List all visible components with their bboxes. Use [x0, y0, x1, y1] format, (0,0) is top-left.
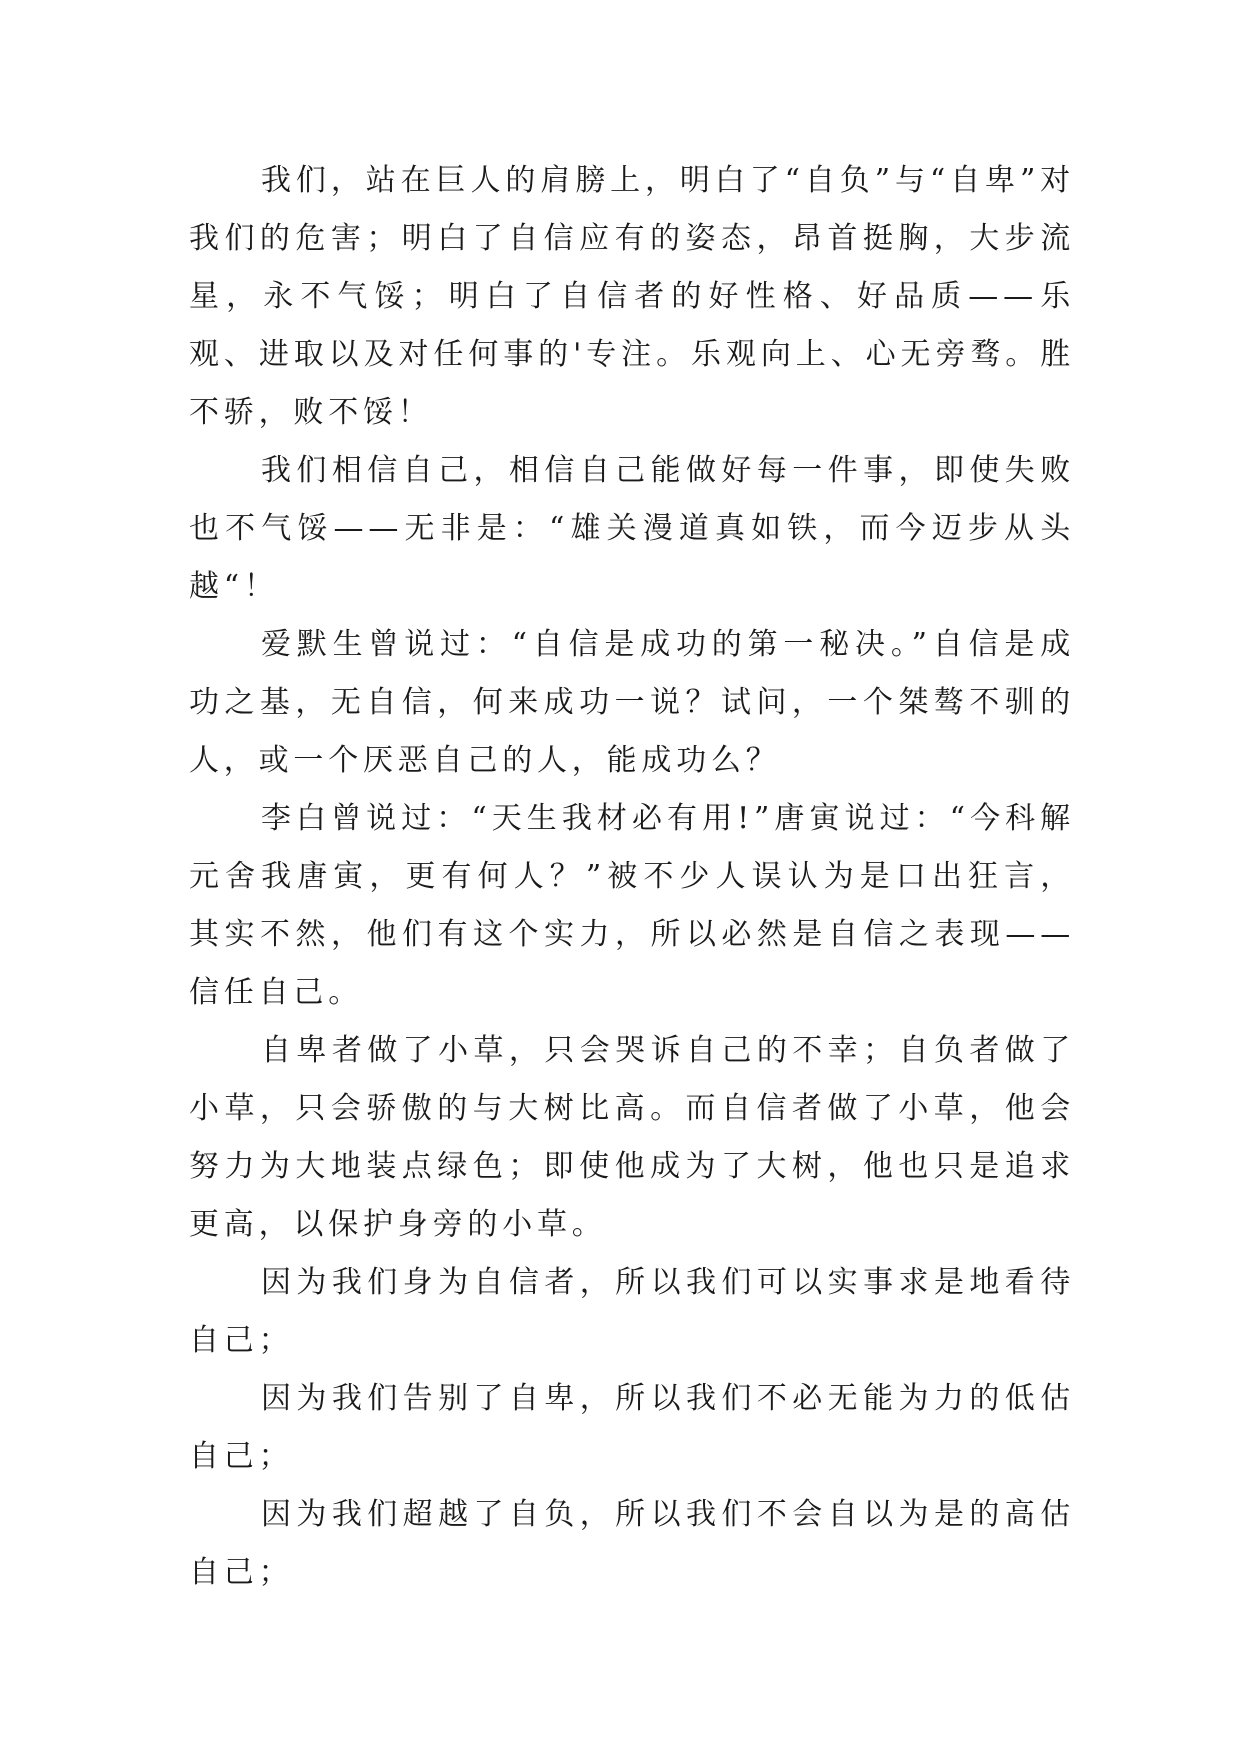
paragraph: 爱默生曾说过：“自信是成功的第一秘决。”自信是成功之基，无自信，何来成功一说？试问，一个桀骜不驯的人，或一个厌恶自己的人，能成功么？ — [189, 627, 1075, 778]
paragraph: 因为我们超越了自负，所以我们不会自以为是的高估自己； — [189, 1497, 1075, 1590]
paragraph: 李白曾说过：“天生我材必有用!”唐寅说过：“今科解元舍我唐寅，更有何人？”被不少人误认为是口出狂言，其实不然，他们有这个实力，所以必然是自信之表现——信任自己。 — [189, 801, 1075, 1010]
paragraph: 自卑者做了小草，只会哭诉自己的不幸；自负者做了小草，只会骄傲的与大树比高。而自信者做了小草，他会努力为大地装点绿色；即使他成为了大树，他也只是追求更高，以保护身旁的小草。 — [189, 1033, 1075, 1242]
paragraph: 因为我们告别了自卑，所以我们不必无能为力的低估自己； — [189, 1381, 1075, 1474]
paragraph: 我们，站在巨人的肩膀上，明白了“自负”与“自卑”对我们的危害；明白了自信应有的姿态，昂首挺胸，大步流星，永不气馁；明白了自信者的好性格、好品质——乐观、进取以及对任何事的'专注。乐观向上、心无旁骛。胜不骄，败不馁！ — [189, 163, 1075, 430]
document-body — [189, 152, 1075, 1602]
paragraph: 我们相信自己，相信自己能做好每一件事，即使失败也不气馁——无非是：“雄关漫道真如铁，而今迈步从头越“！ — [189, 453, 1075, 604]
paragraph: 因为我们身为自信者，所以我们可以实事求是地看待自己； — [189, 1265, 1075, 1358]
